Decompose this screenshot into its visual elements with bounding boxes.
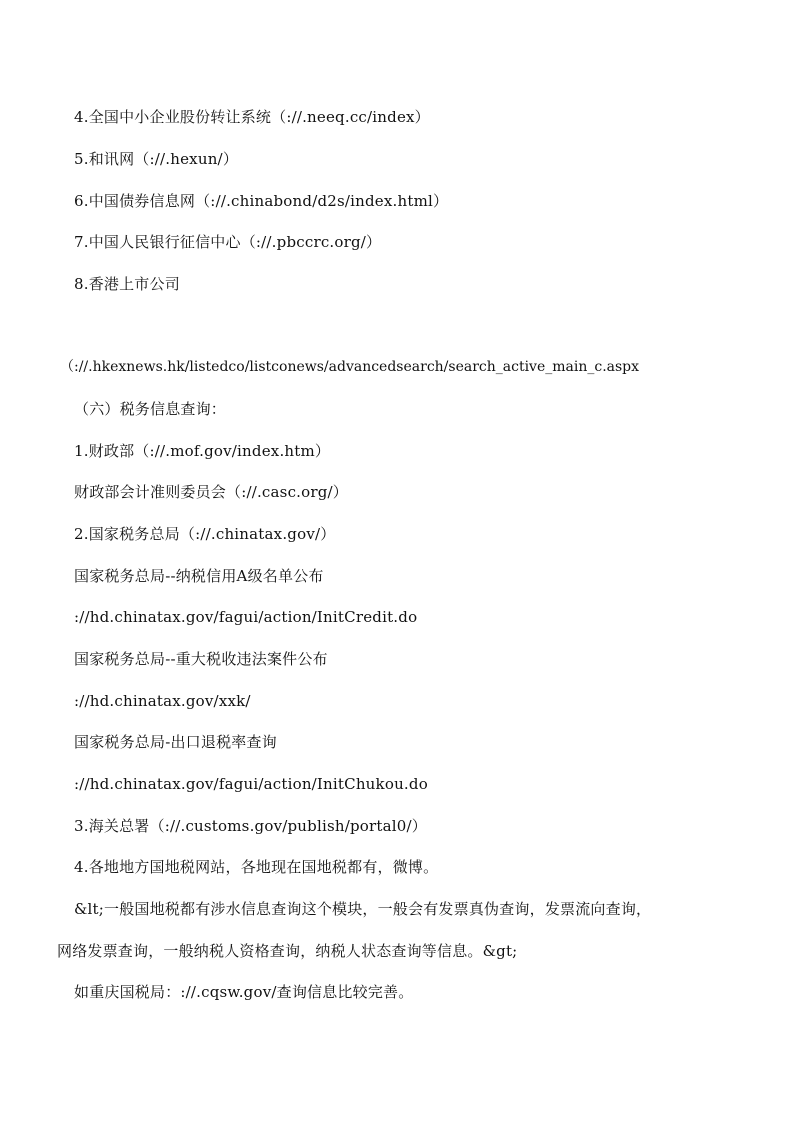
text-line-xxk-url: ://hd.chinatax.gov/xxk/ <box>74 692 251 710</box>
section-heading-tax: （六）税务信息查询： <box>74 400 227 418</box>
text-line-tax-module-cont: 网络发票查询，一般纳税人资格查询，纳税人状态查询等信息。&gt; <box>57 942 518 960</box>
text-line-customs: 3.海关总署（://.customs.gov/publish/portal0/） <box>74 817 427 835</box>
text-line-export-rebate: 国家税务总局-出口退税率查询 <box>74 733 277 751</box>
text-line-violation-cases: 国家税务总局--重大税收违法案件公布 <box>74 650 328 668</box>
text-line-chinatax: 2.国家税务总局（://.chinatax.gov/） <box>74 525 336 543</box>
text-line-credit-a-list: 国家税务总局--纳税信用A级名单公布 <box>74 567 324 585</box>
text-line-tax-module: &lt;一般国地税都有涉水信息查询这个模块，一般会有发票真伪查询，发票流向查询， <box>74 900 652 918</box>
text-line-mof: 1.财政部（://.mof.gov/index.htm） <box>74 442 331 460</box>
text-line-casc: 财政部会计准则委员会（://.casc.org/） <box>74 483 348 501</box>
text-line-neeq: 4.全国中小企业股份转让系统（://.neeq.cc/index） <box>74 108 430 126</box>
text-line-hk-listed: 8.香港上市公司 <box>74 275 180 293</box>
text-line-local-tax: 4.各地地方国地税网站，各地现在国地税都有，微博。 <box>74 858 439 876</box>
text-line-cqsw: 如重庆国税局：://.cqsw.gov/查询信息比较完善。 <box>74 983 414 1001</box>
text-line-chukou-url: ://hd.chinatax.gov/fagui/action/InitChukou.do <box>74 775 428 793</box>
text-line-credit-url: ://hd.chinatax.gov/fagui/action/InitCredit.do <box>74 608 418 626</box>
text-line-hexun: 5.和讯网（://.hexun/） <box>74 150 239 168</box>
text-line-hkexnews-url: （://.hkexnews.hk/listedco/listconews/advancedsearch/search_active_main_c.aspx <box>60 359 640 375</box>
text-line-chinabond: 6.中国债券信息网（://.chinabond/d2s/index.html） <box>74 192 449 210</box>
text-line-pbccrc: 7.中国人民银行征信中心（://.pbccrc.org/） <box>74 233 382 251</box>
